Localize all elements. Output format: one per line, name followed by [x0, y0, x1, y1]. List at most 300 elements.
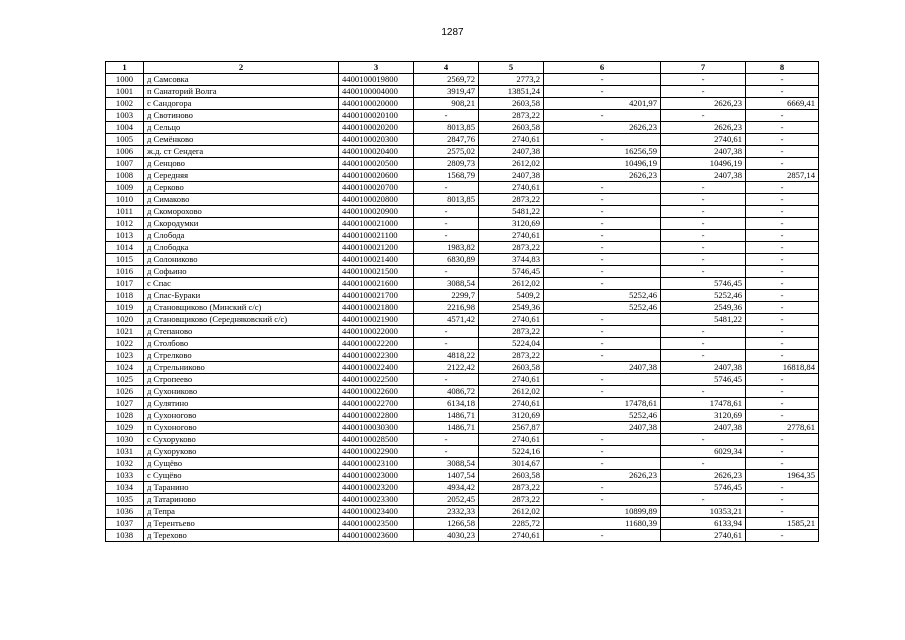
value-col-5: 3120,69: [479, 218, 544, 230]
value-col-8: -: [746, 290, 819, 302]
value-col-5: 2873,22: [479, 494, 544, 506]
value-col-7: 17478,61: [661, 398, 746, 410]
value-col-8: 16818,84: [746, 362, 819, 374]
settlement-name: д Сущёво: [144, 458, 339, 470]
row-number: 1012: [106, 218, 144, 230]
value-col-7: 10353,21: [661, 506, 746, 518]
value-col-6: 10496,19: [544, 158, 661, 170]
oktmo-code: 4400100023500: [339, 518, 414, 530]
value-col-7: -: [661, 326, 746, 338]
value-col-5: 2285,72: [479, 518, 544, 530]
value-col-7: 2407,38: [661, 362, 746, 374]
settlement-name: д Свотиново: [144, 110, 339, 122]
settlements-table: [105, 61, 819, 542]
value-col-4: -: [414, 446, 479, 458]
table-row: [106, 98, 819, 110]
value-col-7: 2407,38: [661, 422, 746, 434]
value-col-8: -: [746, 302, 819, 314]
value-col-6: -: [544, 74, 661, 86]
settlement-name: д Степаново: [144, 326, 339, 338]
value-col-4: 3088,54: [414, 278, 479, 290]
table-row: [106, 254, 819, 266]
table-row: [106, 422, 819, 434]
row-number: 1004: [106, 122, 144, 134]
oktmo-code: 4400100020700: [339, 182, 414, 194]
value-col-5: 5481,22: [479, 206, 544, 218]
oktmo-code: 4400100030300: [339, 422, 414, 434]
table-row: [106, 218, 819, 230]
table-row: [106, 458, 819, 470]
settlement-name: д Скородумки: [144, 218, 339, 230]
col-header-6: 6: [544, 62, 661, 74]
value-col-7: -: [661, 86, 746, 98]
oktmo-code: 4400100020100: [339, 110, 414, 122]
value-col-5: 2612,02: [479, 278, 544, 290]
row-number: 1032: [106, 458, 144, 470]
value-col-8: -: [746, 74, 819, 86]
row-number: 1019: [106, 302, 144, 314]
settlement-name: п Санаторий Волга: [144, 86, 339, 98]
value-col-7: -: [661, 110, 746, 122]
settlement-name: д Становщиково (Середняковский с/с): [144, 314, 339, 326]
value-col-7: 2740,61: [661, 134, 746, 146]
settlement-name: д Стрелково: [144, 350, 339, 362]
oktmo-code: 4400100004000: [339, 86, 414, 98]
row-number: 1037: [106, 518, 144, 530]
oktmo-code: 4400100023000: [339, 470, 414, 482]
value-col-6: 5252,46: [544, 290, 661, 302]
value-col-4: 2052,45: [414, 494, 479, 506]
settlement-name: д Серково: [144, 182, 339, 194]
table-row: [106, 326, 819, 338]
oktmo-code: 4400100020200: [339, 122, 414, 134]
value-col-4: -: [414, 326, 479, 338]
table-row: [106, 74, 819, 86]
table-row: [106, 290, 819, 302]
value-col-7: -: [661, 494, 746, 506]
value-col-6: -: [544, 350, 661, 362]
value-col-8: 1964,35: [746, 470, 819, 482]
value-col-7: 3120,69: [661, 410, 746, 422]
value-col-7: 2407,38: [661, 170, 746, 182]
value-col-7: 2626,23: [661, 470, 746, 482]
row-number: 1038: [106, 530, 144, 542]
table-row: [106, 398, 819, 410]
value-col-4: 2332,33: [414, 506, 479, 518]
value-col-8: -: [746, 206, 819, 218]
value-col-8: -: [746, 482, 819, 494]
value-col-4: 8013,85: [414, 194, 479, 206]
value-col-5: 2740,61: [479, 374, 544, 386]
value-col-4: 2122,42: [414, 362, 479, 374]
value-col-8: -: [746, 230, 819, 242]
oktmo-code: 4400100022500: [339, 374, 414, 386]
value-col-8: -: [746, 122, 819, 134]
value-col-5: 5746,45: [479, 266, 544, 278]
value-col-5: 2873,22: [479, 242, 544, 254]
row-number: 1025: [106, 374, 144, 386]
oktmo-code: 4400100028500: [339, 434, 414, 446]
table-row: [106, 338, 819, 350]
col-header-1: 1: [106, 62, 144, 74]
row-number: 1026: [106, 386, 144, 398]
value-col-6: 2626,23: [544, 122, 661, 134]
value-col-4: 1266,58: [414, 518, 479, 530]
value-col-6: 2407,38: [544, 362, 661, 374]
table-row: [106, 206, 819, 218]
row-number: 1027: [106, 398, 144, 410]
col-header-8: 8: [746, 62, 819, 74]
row-number: 1015: [106, 254, 144, 266]
table-row: [106, 374, 819, 386]
value-col-5: 3744,83: [479, 254, 544, 266]
value-col-6: -: [544, 446, 661, 458]
value-col-6: -: [544, 338, 661, 350]
value-col-5: 2603,58: [479, 470, 544, 482]
row-number: 1010: [106, 194, 144, 206]
oktmo-code: 4400100020900: [339, 206, 414, 218]
value-col-8: -: [746, 326, 819, 338]
value-col-5: 2603,58: [479, 122, 544, 134]
table-row: [106, 86, 819, 98]
value-col-6: 4201,97: [544, 98, 661, 110]
settlement-name: с Сущёво: [144, 470, 339, 482]
settlement-name: д Стропеево: [144, 374, 339, 386]
value-col-4: 1983,82: [414, 242, 479, 254]
value-col-4: 1486,71: [414, 422, 479, 434]
value-col-4: -: [414, 230, 479, 242]
value-col-7: 5746,45: [661, 482, 746, 494]
value-col-5: 2612,02: [479, 158, 544, 170]
row-number: 1022: [106, 338, 144, 350]
settlement-name: д Сухоруково: [144, 446, 339, 458]
value-col-7: -: [661, 434, 746, 446]
table-row: [106, 182, 819, 194]
settlement-name: д Татариново: [144, 494, 339, 506]
value-col-5: 2740,61: [479, 434, 544, 446]
value-col-4: 1486,71: [414, 410, 479, 422]
oktmo-code: 4400100023100: [339, 458, 414, 470]
value-col-8: -: [746, 506, 819, 518]
col-header-2: 2: [144, 62, 339, 74]
settlement-name: д Скоморохово: [144, 206, 339, 218]
value-col-8: -: [746, 194, 819, 206]
table-row: [106, 410, 819, 422]
row-number: 1014: [106, 242, 144, 254]
settlement-name: д Сухониково: [144, 386, 339, 398]
settlement-name: д Сухоногово: [144, 410, 339, 422]
table-row: [106, 170, 819, 182]
oktmo-code: 4400100022800: [339, 410, 414, 422]
oktmo-code: 4400100021100: [339, 230, 414, 242]
value-col-6: -: [544, 374, 661, 386]
value-col-8: -: [746, 110, 819, 122]
value-col-4: -: [414, 434, 479, 446]
value-col-4: -: [414, 374, 479, 386]
table-row: [106, 242, 819, 254]
value-col-6: -: [544, 86, 661, 98]
row-number: 1029: [106, 422, 144, 434]
value-col-8: 2857,14: [746, 170, 819, 182]
value-col-8: -: [746, 254, 819, 266]
value-col-7: -: [661, 206, 746, 218]
oktmo-code: 4400100021400: [339, 254, 414, 266]
value-col-5: 2873,22: [479, 194, 544, 206]
value-col-7: 6029,34: [661, 446, 746, 458]
value-col-4: -: [414, 266, 479, 278]
value-col-7: -: [661, 182, 746, 194]
row-number: 1017: [106, 278, 144, 290]
table-row: [106, 494, 819, 506]
value-col-6: 5252,46: [544, 302, 661, 314]
value-col-5: 2740,61: [479, 182, 544, 194]
value-col-4: 1407,54: [414, 470, 479, 482]
settlement-name: д Слобода: [144, 230, 339, 242]
row-number: 1035: [106, 494, 144, 506]
settlement-name: д Солониково: [144, 254, 339, 266]
value-col-5: 2407,38: [479, 170, 544, 182]
value-col-5: 3014,67: [479, 458, 544, 470]
value-col-4: 4818,22: [414, 350, 479, 362]
oktmo-code: 4400100022900: [339, 446, 414, 458]
value-col-5: 2873,22: [479, 326, 544, 338]
settlement-name: д Симаково: [144, 194, 339, 206]
value-col-6: -: [544, 482, 661, 494]
value-col-7: -: [661, 218, 746, 230]
table-row: [106, 362, 819, 374]
value-col-6: -: [544, 278, 661, 290]
value-col-6: -: [544, 110, 661, 122]
value-col-8: 2778,61: [746, 422, 819, 434]
settlement-name: д Сенцово: [144, 158, 339, 170]
value-col-6: -: [544, 218, 661, 230]
value-col-8: -: [746, 410, 819, 422]
value-col-5: 2740,61: [479, 314, 544, 326]
row-number: 1013: [106, 230, 144, 242]
oktmo-code: 4400100023200: [339, 482, 414, 494]
oktmo-code: 4400100022000: [339, 326, 414, 338]
settlement-name: д Терехово: [144, 530, 339, 542]
value-col-4: 6134,18: [414, 398, 479, 410]
settlement-name: д Семёнково: [144, 134, 339, 146]
value-col-4: 4030,23: [414, 530, 479, 542]
value-col-5: 2873,22: [479, 350, 544, 362]
oktmo-code: 4400100021200: [339, 242, 414, 254]
oktmo-code: 4400100020800: [339, 194, 414, 206]
value-col-4: 4934,42: [414, 482, 479, 494]
value-col-6: 2407,38: [544, 422, 661, 434]
value-col-7: -: [661, 386, 746, 398]
value-col-7: 5252,46: [661, 290, 746, 302]
value-col-4: 4086,72: [414, 386, 479, 398]
value-col-7: 2626,23: [661, 122, 746, 134]
value-col-5: 5224,04: [479, 338, 544, 350]
value-col-8: -: [746, 314, 819, 326]
oktmo-code: 4400100020300: [339, 134, 414, 146]
value-col-6: -: [544, 530, 661, 542]
row-number: 1016: [106, 266, 144, 278]
value-col-4: -: [414, 182, 479, 194]
value-col-5: 13851,24: [479, 86, 544, 98]
value-col-7: -: [661, 254, 746, 266]
oktmo-code: 4400100021900: [339, 314, 414, 326]
value-col-7: -: [661, 350, 746, 362]
settlement-name: с Сандогора: [144, 98, 339, 110]
col-header-3: 3: [339, 62, 414, 74]
value-col-8: -: [746, 242, 819, 254]
value-col-8: -: [746, 266, 819, 278]
value-col-4: 2299,7: [414, 290, 479, 302]
value-col-5: 2740,61: [479, 530, 544, 542]
settlement-name: д Сельцо: [144, 122, 339, 134]
value-col-6: -: [544, 458, 661, 470]
value-col-6: -: [544, 386, 661, 398]
value-col-6: -: [544, 254, 661, 266]
settlement-name: д Сулятино: [144, 398, 339, 410]
value-col-6: -: [544, 326, 661, 338]
settlement-name: ж.д. ст Сендега: [144, 146, 339, 158]
table-row: [106, 278, 819, 290]
table-row: [106, 110, 819, 122]
row-number: 1011: [106, 206, 144, 218]
row-number: 1036: [106, 506, 144, 518]
table-row: [106, 266, 819, 278]
value-col-5: 2407,38: [479, 146, 544, 158]
table-body: [106, 74, 819, 542]
row-number: 1018: [106, 290, 144, 302]
value-col-8: -: [746, 530, 819, 542]
value-col-8: 1585,21: [746, 518, 819, 530]
value-col-4: 3088,54: [414, 458, 479, 470]
value-col-4: 2569,72: [414, 74, 479, 86]
settlement-name: д Середняя: [144, 170, 339, 182]
value-col-7: 5746,45: [661, 374, 746, 386]
table-row: [106, 350, 819, 362]
value-col-7: -: [661, 74, 746, 86]
row-number: 1002: [106, 98, 144, 110]
value-col-6: -: [544, 266, 661, 278]
row-number: 1028: [106, 410, 144, 422]
value-col-6: 2626,23: [544, 170, 661, 182]
value-col-5: 2612,02: [479, 506, 544, 518]
value-col-7: -: [661, 242, 746, 254]
col-header-4: 4: [414, 62, 479, 74]
value-col-7: 2407,38: [661, 146, 746, 158]
value-col-6: -: [544, 194, 661, 206]
row-number: 1031: [106, 446, 144, 458]
value-col-6: 5252,46: [544, 410, 661, 422]
value-col-6: -: [544, 494, 661, 506]
value-col-4: 4571,42: [414, 314, 479, 326]
value-col-4: -: [414, 206, 479, 218]
value-col-4: 2216,98: [414, 302, 479, 314]
value-col-8: -: [746, 338, 819, 350]
oktmo-code: 4400100022700: [339, 398, 414, 410]
col-header-5: 5: [479, 62, 544, 74]
oktmo-code: 4400100022200: [339, 338, 414, 350]
value-col-7: 5481,22: [661, 314, 746, 326]
value-col-6: -: [544, 206, 661, 218]
value-col-6: 16256,59: [544, 146, 661, 158]
table-row: [106, 482, 819, 494]
value-col-8: -: [746, 182, 819, 194]
oktmo-code: 4400100022400: [339, 362, 414, 374]
table-row: [106, 134, 819, 146]
settlement-name: д Терентьево: [144, 518, 339, 530]
oktmo-code: 4400100020500: [339, 158, 414, 170]
row-number: 1005: [106, 134, 144, 146]
row-number: 1023: [106, 350, 144, 362]
oktmo-code: 4400100020600: [339, 170, 414, 182]
oktmo-code: 4400100021000: [339, 218, 414, 230]
row-number: 1006: [106, 146, 144, 158]
table-row: [106, 506, 819, 518]
table-row: [106, 146, 819, 158]
row-number: 1001: [106, 86, 144, 98]
value-col-8: -: [746, 374, 819, 386]
settlement-name: д Стрельниково: [144, 362, 339, 374]
value-col-8: -: [746, 86, 819, 98]
row-number: 1000: [106, 74, 144, 86]
value-col-8: -: [746, 458, 819, 470]
value-col-8: -: [746, 350, 819, 362]
value-col-5: 5224,16: [479, 446, 544, 458]
table-row: [106, 446, 819, 458]
value-col-7: -: [661, 194, 746, 206]
value-col-8: -: [746, 278, 819, 290]
value-col-5: 2873,22: [479, 110, 544, 122]
value-col-7: 10496,19: [661, 158, 746, 170]
table-row: [106, 302, 819, 314]
value-col-4: -: [414, 218, 479, 230]
value-col-4: 2575,02: [414, 146, 479, 158]
value-col-4: -: [414, 110, 479, 122]
oktmo-code: 4400100021800: [339, 302, 414, 314]
value-col-5: 2740,61: [479, 398, 544, 410]
value-col-5: 2603,58: [479, 98, 544, 110]
value-col-4: 908,21: [414, 98, 479, 110]
value-col-4: 3919,47: [414, 86, 479, 98]
row-number: 1033: [106, 470, 144, 482]
value-col-8: -: [746, 218, 819, 230]
value-col-5: 2873,22: [479, 482, 544, 494]
value-col-5: 2603,58: [479, 362, 544, 374]
value-col-6: 2626,23: [544, 470, 661, 482]
value-col-6: -: [544, 314, 661, 326]
oktmo-code: 4400100020000: [339, 98, 414, 110]
oktmo-code: 4400100020400: [339, 146, 414, 158]
table-row: [106, 314, 819, 326]
value-col-7: 2626,23: [661, 98, 746, 110]
table-row: [106, 386, 819, 398]
settlement-name: с Сухоруково: [144, 434, 339, 446]
oktmo-code: 4400100019800: [339, 74, 414, 86]
table-row: [106, 530, 819, 542]
oktmo-code: 4400100022600: [339, 386, 414, 398]
value-col-6: -: [544, 182, 661, 194]
value-col-7: 6133,94: [661, 518, 746, 530]
table-row: [106, 122, 819, 134]
settlement-name: д Слободка: [144, 242, 339, 254]
table-row: [106, 194, 819, 206]
value-col-4: 2847,76: [414, 134, 479, 146]
value-col-8: -: [746, 494, 819, 506]
row-number: 1024: [106, 362, 144, 374]
value-col-4: 8013,85: [414, 122, 479, 134]
value-col-6: 10899,89: [544, 506, 661, 518]
table-row: [106, 434, 819, 446]
value-col-7: 5746,45: [661, 278, 746, 290]
